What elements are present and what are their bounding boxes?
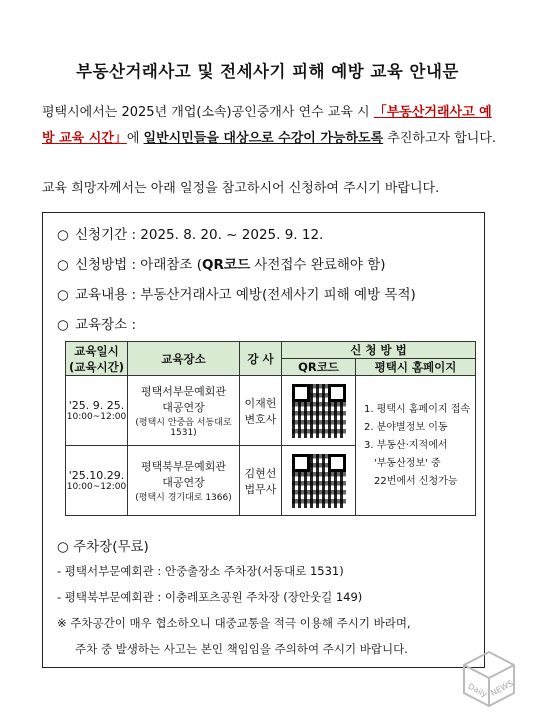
row-date: '25. 9. 25. 10:00~12:00 <box>66 376 128 446</box>
row-date: '25.10.29. 10:00~12:00 <box>66 446 128 516</box>
intro-highlight-underline: 일반시민들을 대상으로 수강이 가능하도록 <box>143 131 384 146</box>
header-website: 평택시 홈페이지 <box>356 359 476 376</box>
header-place: 교육장소 <box>128 342 240 376</box>
daily-news-logo <box>458 648 520 714</box>
header-date: 교육일시 (교육시간) <box>66 342 128 376</box>
parking-west: - 평택서부문예회관 : 안중출장소 주차장(서동대로 1531) <box>57 564 344 578</box>
row-lecturer: 김현선 법무사 <box>240 446 282 516</box>
svg-text:Daily: Daily <box>466 681 489 700</box>
apply-period: ○ 신청기간 : 2025. 8. 20. ~ 2025. 9. 12. <box>57 227 324 243</box>
header-apply-method: 신 청 방 법 <box>282 342 476 359</box>
intro-text: 평택시에서는 2025년 개업(소속)공인중개사 연수 교육 시 <box>42 105 374 120</box>
qr-code-1[interactable] <box>282 376 356 446</box>
education-content: ○ 교육내용 : 부동산거래사고 예방(전세사기 피해 예방 목적) <box>57 287 416 303</box>
education-place: ○ 교육장소 : <box>57 317 137 333</box>
row-lecturer: 이재헌 변호사 <box>240 376 282 446</box>
qr-code-2[interactable] <box>282 446 356 516</box>
intro-paragraph <box>42 100 502 152</box>
apply-method: ○ 신청방법 : 아래참조 (QR코드 사전접수 완료해야 함) <box>57 257 386 273</box>
schedule-table <box>65 341 476 516</box>
row-venue: 평택북부문예회관 대공연장 (평택시 경기대로 1366) <box>128 446 240 516</box>
page-title: 부동산거래사고 및 전세사기 피해 예방 교육 안내문 <box>76 62 459 81</box>
qr-code-icon[interactable] <box>290 452 348 510</box>
svg-text:NEWS: NEWS <box>489 678 515 698</box>
info-box <box>42 212 485 668</box>
intro-text: 추진하고자 합니다. <box>383 131 497 146</box>
header-lecturer: 강 사 <box>240 342 282 376</box>
qr-code-icon[interactable] <box>290 382 348 440</box>
parking-note: ※ 주차공간이 매우 협소하오니 대중교통을 적극 이용해 주시기 바라며, <box>57 616 411 630</box>
parking-note-2: 주차 중 발생하는 사고는 본인 책임임을 주의하여 주시기 바랍니다. <box>75 642 408 656</box>
header-qr: QR코드 <box>282 359 356 376</box>
website-steps: 1. 평택시 홈페이지 접속 2. 분야별정보 이동 3. 부동산·지적에서 '부동산정보' 중 22번에서 신청가능 <box>356 376 476 516</box>
intro-text: 에 <box>126 131 144 146</box>
row-venue: 평택서부문예회관 대공연장 (평택시 안중읍 서동대로 1531) <box>128 376 240 446</box>
intro-note: 교육 희망자께서는 아래 일정을 참고하시어 신청하여 주시기 바랍니다. <box>42 181 440 196</box>
parking-heading: ○ 주차장(무료) <box>57 539 149 555</box>
intro-highlight-red: 「부동산거래사고 예방 교육 시간」 <box>42 105 492 146</box>
parking-north: - 평택북부문예회관 : 이충레포츠공원 주차장 (장안웃길 149) <box>57 590 363 604</box>
table-row <box>66 376 476 446</box>
